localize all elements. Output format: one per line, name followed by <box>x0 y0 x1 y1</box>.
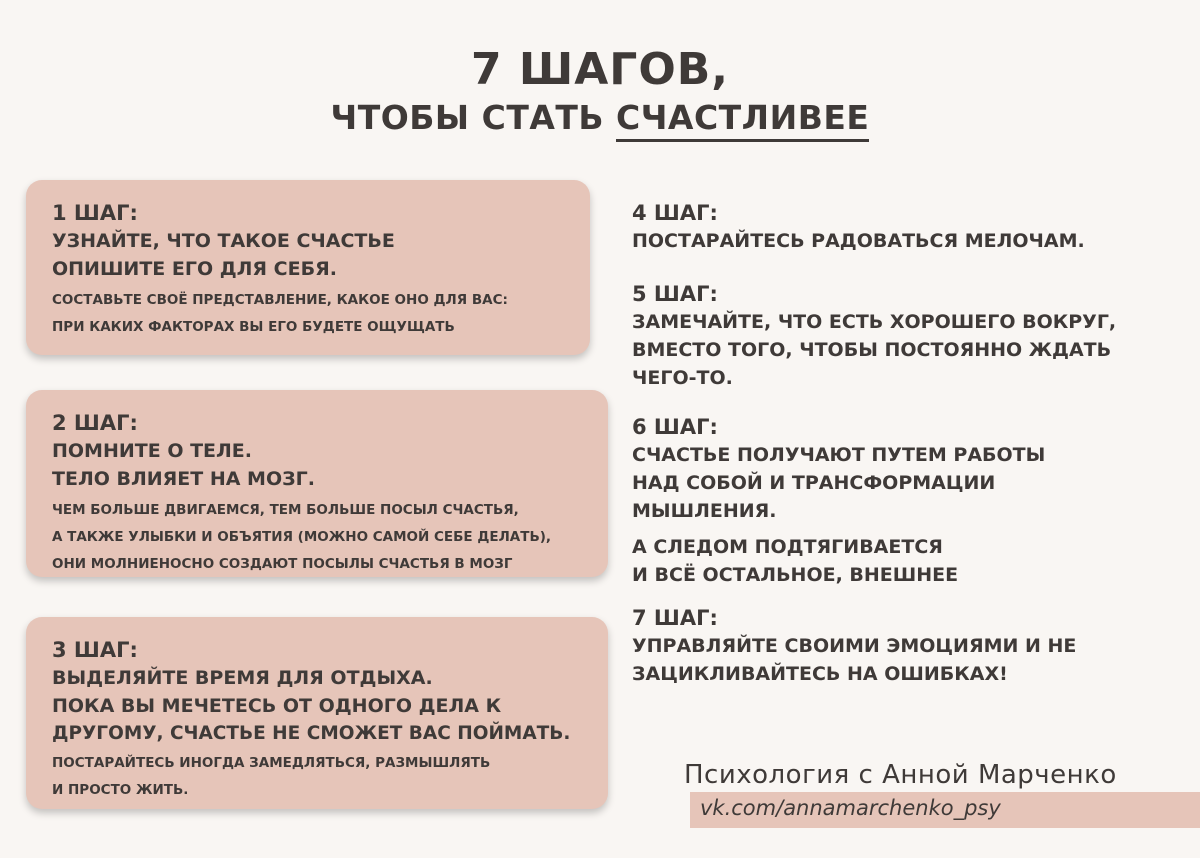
step-2-note-2: А ТАКЖЕ УЛЫБКИ И ОБЪЯТИЯ (МОЖНО САМОЙ СЕБЕ ДЕЛАТЬ), <box>52 529 552 545</box>
step-4-heading: 4 ШАГ: <box>632 201 718 225</box>
step-3-heading: 3 ШАГ: <box>52 638 138 662</box>
step-4-block <box>632 200 1192 255</box>
vk-link[interactable]: vk.com/annamarchenko_psy <box>700 796 1001 820</box>
step-6-line-1: СЧАСТЬЕ ПОЛУЧАЮТ ПУТЕМ РАБОТЫ <box>632 444 1046 466</box>
step-5-line-2: ВМЕСТО ТОГО, ЧТОБЫ ПОСТОЯННО ЖДАТЬ <box>632 339 1112 361</box>
step-3-note-2: И ПРОСТО ЖИТЬ. <box>52 782 189 798</box>
brand-name: Психология с Анной Марченко <box>684 760 1117 790</box>
step-2-note-3: ОНИ МОЛНИЕНОСНО СОЗДАЮТ ПОСЫЛЫ СЧАСТЬЯ В МОЗГ <box>52 556 513 572</box>
step-7-block <box>632 605 1192 688</box>
step-1-line-2: ОПИШИТЕ ЕГО ДЛЯ СЕБЯ. <box>52 258 337 280</box>
subtitle-underlined: СЧАСТЛИВЕЕ <box>616 98 869 142</box>
step-2-card <box>26 390 608 577</box>
step-3-card <box>26 617 608 809</box>
step-6-heading: 6 ШАГ: <box>632 415 718 439</box>
step-1-line-1: УЗНАЙТЕ, ЧТО ТАКОЕ СЧАСТЬЕ <box>52 230 395 252</box>
step-7-heading: 7 ШАГ: <box>632 606 718 630</box>
step-3-line-1: ВЫДЕЛЯЙТЕ ВРЕМЯ ДЛЯ ОТДЫХА. <box>52 667 433 689</box>
step-6-line-2: НАД СОБОЙ И ТРАНСФОРМАЦИИ <box>632 472 996 494</box>
step-1-note-1: СОСТАВЬТЕ СВОЁ ПРЕДСТАВЛЕНИЕ, КАКОЕ ОНО ДЛЯ ВАС: <box>52 292 508 308</box>
step-6-extra-2: И ВСЁ ОСТАЛЬНОЕ, ВНЕШНЕЕ <box>632 564 959 586</box>
step-4-line-1: ПОСТАРАЙТЕСЬ РАДОВАТЬСЯ МЕЛОЧАМ. <box>632 230 1085 252</box>
step-7-line-1: УПРАВЛЯЙТЕ СВОИМИ ЭМОЦИЯМИ И НЕ <box>632 635 1077 657</box>
step-3-note-1: ПОСТАРАЙТЕСЬ ИНОГДА ЗАМЕДЛЯТЬСЯ, РАЗМЫШЛЯТЬ <box>52 755 491 771</box>
step-1-card <box>26 180 590 355</box>
subtitle-prefix: ЧТОБЫ СТАТЬ <box>330 98 617 137</box>
step-1-note-2: ПРИ КАКИХ ФАКТОРАХ ВЫ ЕГО БУДЕТЕ ОЩУЩАТЬ <box>52 319 455 335</box>
step-5-block <box>632 281 1192 392</box>
step-5-line-3: ЧЕГО-ТО. <box>632 367 733 389</box>
step-6-line-3: МЫШЛЕНИЯ. <box>632 500 777 522</box>
step-5-line-1: ЗАМЕЧАЙТЕ, ЧТО ЕСТЬ ХОРОШЕГО ВОКРУГ, <box>632 311 1117 333</box>
step-7-line-2: ЗАЦИКЛИВАЙТЕСЬ НА ОШИБКАХ! <box>632 663 1008 685</box>
page-subtitle <box>0 98 1200 137</box>
step-2-line-2: ТЕЛО ВЛИЯЕТ НА МОЗГ. <box>52 468 315 490</box>
step-1-heading: 1 ШАГ: <box>52 201 138 225</box>
step-2-note-1: ЧЕМ БОЛЬШЕ ДВИГАЕМСЯ, ТЕМ БОЛЬШЕ ПОСЫЛ СЧАСТЬЯ, <box>52 502 519 518</box>
step-3-line-3: ДРУГОМУ, СЧАСТЬЕ НЕ СМОЖЕТ ВАС ПОЙМАТЬ. <box>52 723 571 744</box>
step-2-line-1: ПОМНИТЕ О ТЕЛЕ. <box>52 440 253 462</box>
step-3-line-2: ПОКА ВЫ МЕЧЕТЕСЬ ОТ ОДНОГО ДЕЛА К <box>52 695 502 717</box>
step-6-block <box>632 414 1192 589</box>
step-6-extra-1: А СЛЕДОМ ПОДТЯГИВАЕТСЯ <box>632 536 943 558</box>
page-title: 7 ШАГОВ, <box>470 44 730 95</box>
step-2-heading: 2 ШАГ: <box>52 411 138 435</box>
step-5-heading: 5 ШАГ: <box>632 282 718 306</box>
